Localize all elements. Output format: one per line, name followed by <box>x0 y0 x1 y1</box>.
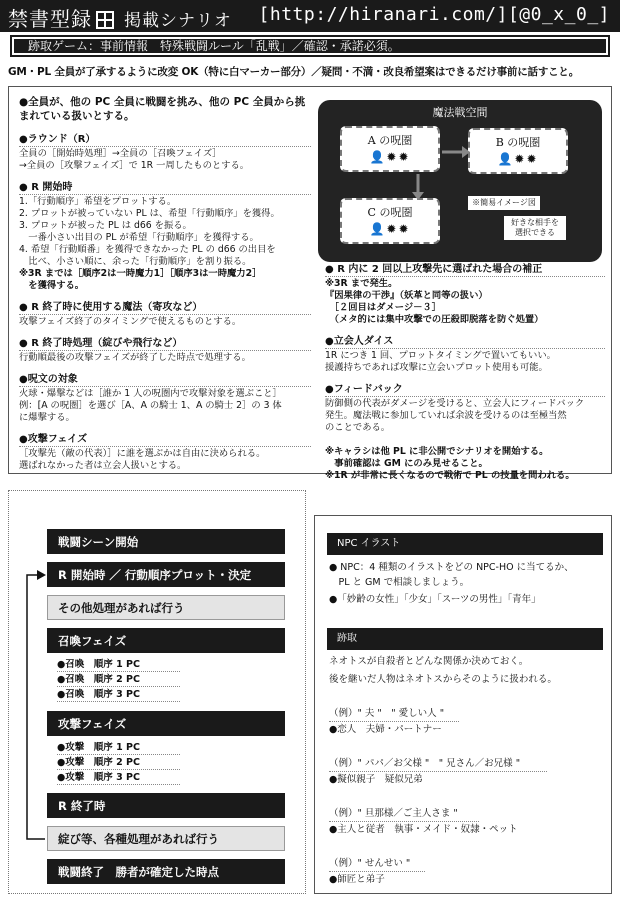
rule-line: 行動順最後の攻撃フェイズが終了した時点で処理する。 <box>19 352 251 363</box>
rule-line: 1.「行動順序」希望をプロットする。 <box>19 196 177 207</box>
rule-line: に爆撃する。 <box>19 412 75 423</box>
rule-heading: ● R 終了時処理（綻びや飛行など） <box>19 337 311 351</box>
rules-right-column <box>325 263 605 491</box>
flow-step-end: 戦闘終了 勝者が確定した時点 <box>47 859 285 884</box>
relation-type: ●擬似親子 疑似兄弟 <box>329 774 423 785</box>
flow-step-r-start: R 開始時 ／ 行動順序プロット・決定 <box>47 562 285 587</box>
rule-line-bold: ［２回目はダメージ－３］ <box>325 302 442 313</box>
rule-line: 火球・爆撃などは［誰か 1 人の呪圏内で攻撃対象を選ぶこと］ <box>19 388 282 399</box>
flow-sub-item: ●召喚 順序 2 PC <box>57 674 140 685</box>
rule-heading: ●攻撃フェイズ <box>19 433 311 447</box>
battle-flow <box>8 490 306 894</box>
npc-illust-heading: NPC イラスト <box>327 533 603 555</box>
rule-section <box>325 263 605 326</box>
rule-line: 援護持ちであれば攻撃に立会いプロット使用も可能。 <box>325 362 548 373</box>
flow-step-breaks: 綻び等、各種処理があれば行う <box>47 826 285 851</box>
relation-type: ●師匠と弟子 <box>329 874 385 885</box>
rule-heading: ● R 内に 2 回以上攻撃先に選ばれた場合の補正 <box>325 263 605 277</box>
flow-step-r-end: R 終了時 <box>47 793 285 818</box>
rule-heading: ● R 開始時 <box>19 181 311 195</box>
rule-line: ［攻撃先（敵の代表）］に誰を選ぶかは自由に決められる。 <box>19 448 266 459</box>
diagram-note-select: 好きな相手を 選択できる <box>504 216 566 240</box>
rule-line: 防御側の代表がダメージを受けると、立会人にフィードバック <box>325 398 585 409</box>
page-header <box>0 0 620 32</box>
rules-left-column <box>19 95 311 481</box>
flow-step-summon: 召喚フェイズ <box>47 628 285 653</box>
rule-line: のことである。 <box>325 422 391 433</box>
rule-heading: ● R 終了時に使用する魔法（寄攻など） <box>19 301 311 315</box>
final-note-line: 事前確認は GM にのみ見せること。 <box>325 458 488 469</box>
flow-sub-item: ●召喚 順序 1 PC <box>57 659 140 670</box>
rule-section <box>19 373 311 424</box>
rule-section <box>19 337 311 364</box>
npc-line: ● NPC：4 種類のイラストをどの NPC-HO に当てるか、 <box>329 562 574 573</box>
rule-line: 一番小さい出目の PL が希望「行動順序」を獲得する。 <box>19 232 259 243</box>
final-note-line: ※キャラシは他 PL に非公開でシナリオを開始する。 <box>325 446 549 457</box>
person-icon: 👤✹✹ <box>369 150 411 164</box>
diagram-note: ※簡易イメージ図 <box>468 196 540 210</box>
rule-line: 選ばれなかった者は立会人扱いとする。 <box>19 460 187 471</box>
site-url: [http://hiranari.com/][@0_x_0_] <box>258 4 610 25</box>
rule-section <box>19 181 311 292</box>
title-main: 禁書型録 <box>8 7 92 31</box>
relation-example: （例）" パパ／お父様 " " 兄さん／お兄様 " <box>329 756 547 772</box>
rule-line: 発生。魔法戦に参加していれば余波を受けるのは至極当然 <box>325 410 567 421</box>
arrow-down-icon <box>412 174 424 200</box>
rule-line: 全員の［開始時処理］→全員の［召喚フェイズ］ <box>19 148 222 159</box>
diagram-title: 魔法戦空間 <box>432 106 488 119</box>
grid-icon <box>96 11 114 29</box>
heir-heading: 跡取 <box>327 628 603 650</box>
lead-text: ●全員が、他の PC 全員に戦闘を挑み、他の PC 全員から挑まれている扱いとする。 <box>19 96 306 122</box>
title-sub: 掲載シナリオ <box>124 11 232 31</box>
rule-line-bold: ※3R まで発生。 <box>325 278 398 289</box>
arrow-right-icon <box>442 146 470 158</box>
npc-info-box <box>314 515 612 894</box>
relation-example: （例）" 夫 " " 愛しい人 " <box>329 706 459 722</box>
rule-line: 4. 希望「行動順番」を獲得できなかった PL の d66 の出目を <box>19 244 276 255</box>
relation-example: （例）" 旦那様／ご主人さま " <box>329 806 479 822</box>
rule-heading: ●フィードバック <box>325 383 605 397</box>
rule-line: 比べ、小さい順に、余った「行動順序」を割り振る。 <box>19 256 252 267</box>
rule-line: 攻撃フェイズ終了のタイミングで使えるものとする。 <box>19 316 242 327</box>
rule-line-bold: ※3R までは［順序2は一時魔力1］［順序3は一時魔力2］ <box>19 268 262 279</box>
room-c-label: C の呪圏 <box>367 206 413 219</box>
room-b-label: B の呪圏 <box>495 136 541 149</box>
relation-type: ●主人と従者 執事・メイド・奴隷・ペット <box>329 824 518 835</box>
rule-line: 例：[A の呪圏］を選び［A、A の騎士 1、A の騎士 2］の 3 体 <box>19 400 282 411</box>
relation-type: ●恋人 夫婦・パートナー <box>329 724 442 735</box>
page-title <box>8 3 232 32</box>
person-icon: 👤✹✹ <box>369 222 411 236</box>
final-notes <box>325 446 605 482</box>
rule-section <box>19 301 311 328</box>
rule-section <box>325 335 605 374</box>
rule-line: →全員の［攻撃フェイズ］で 1R 一周したものとする。 <box>19 160 250 171</box>
banner <box>10 35 610 57</box>
flow-sub-item: ●攻撃 順序 3 PC <box>57 772 140 783</box>
rule-line: 2. プロットが被っていない PL は、希望「行動順序」を獲得。 <box>19 208 280 219</box>
rule-section <box>19 433 311 472</box>
banner-text: 跡取ゲーム：事前情報 特殊戦闘ルール「乱戦」／確認・承諾必須。 <box>14 39 606 53</box>
flow-step-attack: 攻撃フェイズ <box>47 711 285 736</box>
person-icon: 👤✹✹ <box>497 152 539 166</box>
heir-line: ネオトスが自殺者とどんな関係か決めておく。 <box>329 656 529 667</box>
rule-section <box>19 133 311 172</box>
final-note-line: ※1R が非常に長くなるので戦術で PL の技量を問われる。 <box>325 470 575 481</box>
npc-line: ●「妙齢の女性」「少女」「スーツの男性」「青年」 <box>329 594 541 605</box>
rule-line-bold: 『因果律の干渉』（妖革と同等の扱い） <box>325 290 488 301</box>
npc-line: PL と GM で相談しましょう。 <box>329 577 470 588</box>
consent-note: GM・PL 全員が了承するように改変 OK（特に白マーカー部分）／疑問・不満・改良希望案はできるだけ事前に話すこと。 <box>8 66 580 78</box>
flow-step-other: その他処理があれば行う <box>47 595 285 620</box>
rule-heading: ●立会人ダイス <box>325 335 605 349</box>
rule-section <box>325 383 605 434</box>
rule-line: 1R につき 1 回、プロットタイミングで置いてもいい。 <box>325 350 556 361</box>
relation-example: （例）" せんせい " <box>329 856 425 872</box>
flow-step-start: 戦闘シーン開始 <box>47 529 285 554</box>
heir-line: 後を継いだ人物はネオトスからそのように扱われる。 <box>329 674 557 685</box>
room-a-label: A の呪圏 <box>367 134 413 147</box>
rule-line-bold: を獲得する。 <box>19 280 85 291</box>
magic-space-diagram <box>318 100 602 262</box>
rule-heading: ●呪文の対象 <box>19 373 311 387</box>
rule-heading: ●ラウンド（R） <box>19 133 311 147</box>
rule-line-bold: （メタ的には集中攻撃での圧殺即脱落を防ぐ処置） <box>325 314 544 325</box>
rule-line: 3. プロットが被った PL は d66 を振る。 <box>19 220 192 231</box>
flow-sub-item: ●召喚 順序 3 PC <box>57 689 140 700</box>
flow-sub-item: ●攻撃 順序 1 PC <box>57 742 140 753</box>
flow-sub-item: ●攻撃 順序 2 PC <box>57 757 140 768</box>
loop-arrow-icon <box>9 491 307 895</box>
